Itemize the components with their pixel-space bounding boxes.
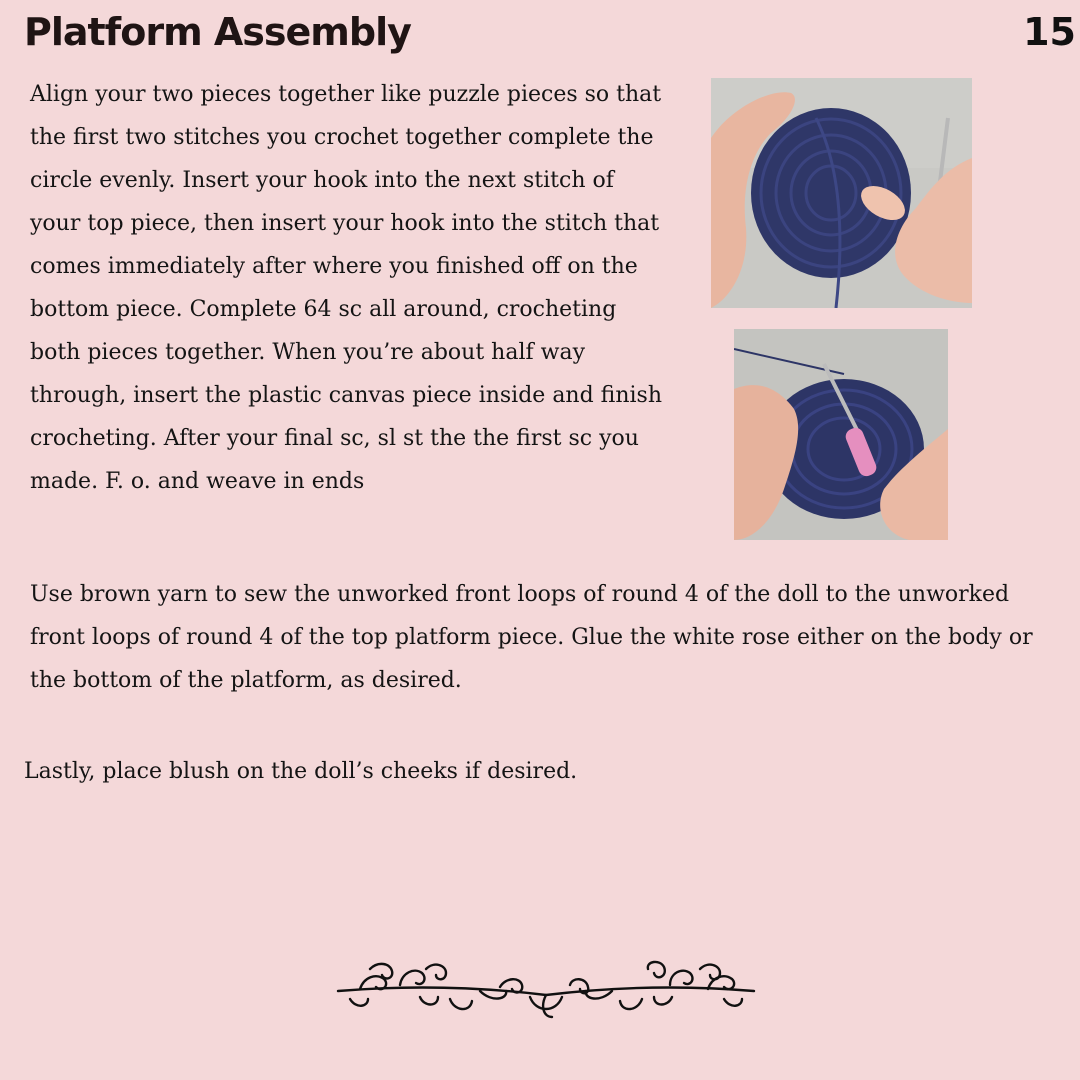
page-number: 15	[1023, 10, 1076, 54]
floral-flourish-divider-icon	[330, 955, 762, 1027]
instructions-paragraph-2: Use brown yarn to sew the unworked front loops of round 4 of the doll to the unworked front loops of round 4 of the top platform piece. Glue the white rose either on the body or the bottom of the platform, as desired.	[30, 582, 1033, 693]
page-title: Platform Assembly	[24, 10, 411, 54]
instructions-paragraph-1: Align your two pieces together like puzzle pieces so that the first two stitches you crochet together complete the circle evenly. Insert your hook into the next stitch of your top piece, then insert your hook into the stitch that comes immediately after where you finished off on the bottom piece. Complete 64 sc all around, crocheting both pieces together. When you’re about half way through, insert the plastic canvas piece inside and finish crocheting. After your final sc, sl st the the first sc you made. F. o. and weave in ends	[30, 82, 663, 494]
photo-joining-pieces	[711, 78, 972, 308]
photo-crocheting-around	[734, 329, 948, 540]
instructions-paragraph-3: Lastly, place blush on the doll’s cheeks if desired.	[24, 759, 578, 784]
